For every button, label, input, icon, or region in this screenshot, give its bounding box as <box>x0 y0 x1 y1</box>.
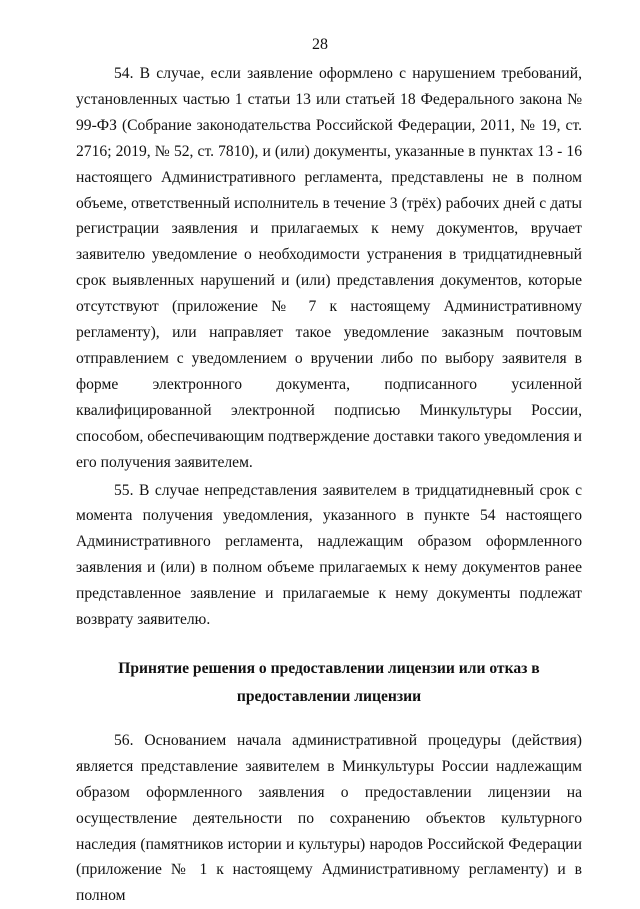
page-number: 28 <box>312 36 328 53</box>
paragraph-56: 56. Основанием начала административной процедуры (действия) является представление заявителем в Минкультуры России надлежащим образом оформленного заявления о предоставлении лицензии на осуществление деятельности по сохранению объектов культурного наследия (памятников истории и культуры) народов Российской Федерации (приложение № 1 к настоящему Административному регламенту) и в полном <box>76 731 582 905</box>
paragraph-55: 55. В случае непредставления заявителем в тридцатидневный срок с момента получения уведомления, указанного в пункте 54 настоящего Административного регламента, надлежащим образом оформленного заявления и (или) в полном объеме прилагаемых к нему документов ранее представленное заявление и прилагаемые к нему документы подлежат возврату заявителю. <box>76 481 582 629</box>
section-heading-line-2: предоставлении лицензии <box>236 687 422 705</box>
paragraph-54: 54. В случае, если заявление оформлено с нарушением требований, установленных частью 1 статьи 13 или статьей 18 Федерального закона № 99-ФЗ (Собрание законодательства Российской Федерации, 2011, № 19, ст. 2716; 2019, № 52, ст. 7810), и (или) документы, указанные в пунктах 13 - 16 настоящего Административного регламента, представлены не в полном объеме, ответственный исполнитель в течение 3 (трёх) рабочих дней с даты регистрации заявления и прилагаемых к нему документов, вручает заявителю уведомление о необходимости устранения в тридцатидневный срок выявленных нарушений и (или) представления документов, которые отсутствуют (приложение № 7 к настоящему Административному регламенту), или направляет такое уведомление заказным почтовым отправлением с уведомлением о вручении либо по выбору заявителя в форме электронного документа, подписанного усиленной квалифицированной электронной подписью Минкультуры России, способом, обеспечивающим подтверждение доставки такого уведомления и его получения заявителем. <box>76 65 582 471</box>
document-body <box>76 61 582 909</box>
section-heading <box>76 655 582 711</box>
section-heading-line-1: Принятие решения о предоставлении лицензии или отказ в <box>118 659 540 677</box>
